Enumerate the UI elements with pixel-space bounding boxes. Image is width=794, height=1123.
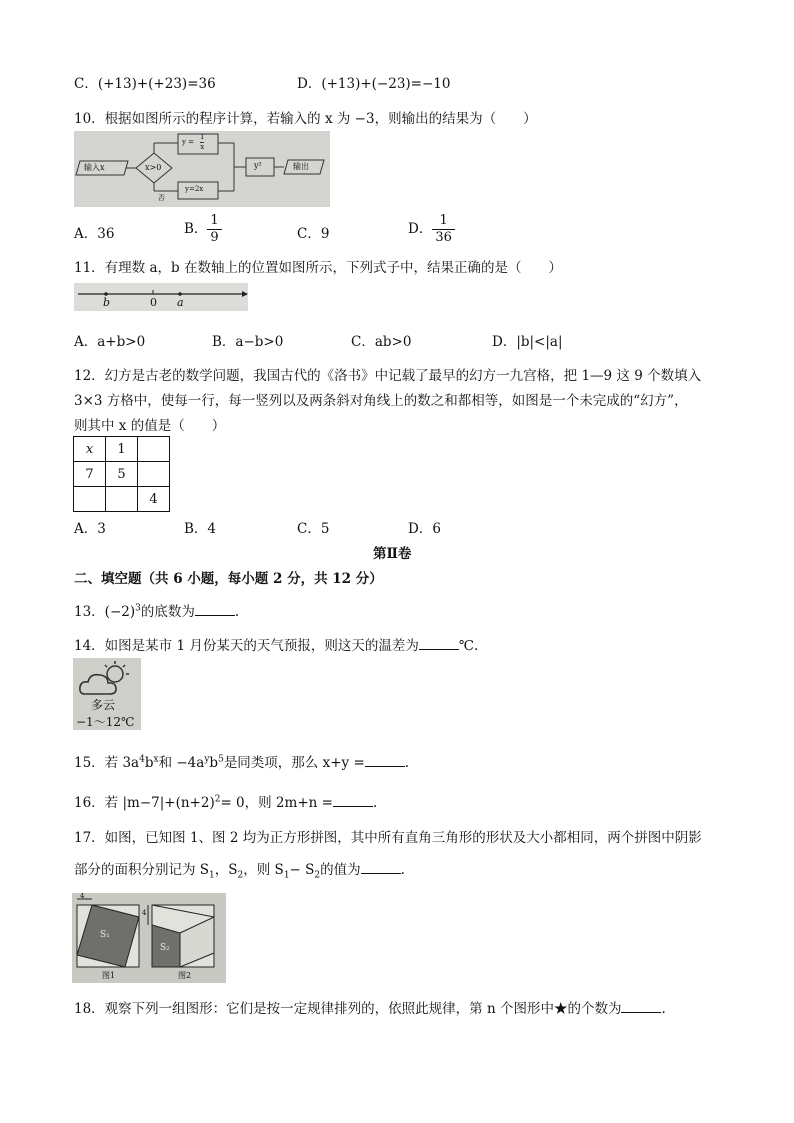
q17-blank	[361, 861, 401, 874]
s1-label: S₁	[100, 930, 110, 940]
flow-output-label: 输出	[293, 162, 309, 171]
q12-option-a: A．3	[74, 521, 106, 537]
q15-exp4: 5	[218, 754, 224, 765]
flow-top-fraction	[200, 133, 204, 152]
q17-text-a: 部分的面积分别记为 S	[74, 862, 210, 878]
q11-option-d: D．|b|<|a|	[492, 334, 563, 350]
q10-option-b-fraction	[207, 213, 221, 246]
magic-cell	[74, 487, 106, 512]
flow-input-label: 输入x	[84, 163, 105, 172]
q15-b1: b	[144, 755, 154, 771]
q15-exp2: x	[153, 754, 159, 765]
q13-base: 13．(−2)	[74, 604, 136, 620]
flow-top-num: 1	[200, 133, 205, 141]
weather-card	[73, 658, 141, 730]
q9-option-c: C．(+13)+(+23)=36	[74, 76, 216, 92]
q12-option-d: D．6	[408, 521, 441, 537]
magic-row	[74, 437, 170, 462]
flow-top-prefix: y =	[182, 138, 195, 146]
fig1-label: 图1	[102, 971, 116, 980]
q16-end: .	[372, 795, 378, 811]
q17-end: .	[400, 862, 405, 878]
q10-option-c: C．9	[297, 226, 330, 242]
q16-expression: 16．若 |m−7|+(n+2)	[74, 795, 215, 811]
q15-mid: 和 −4a	[158, 755, 205, 771]
q17-sub-2b: 2	[314, 870, 321, 881]
magic-cell: 1	[106, 437, 138, 462]
q10-option-b-den: 9	[207, 229, 221, 246]
fig2-dim-label: 4	[142, 909, 147, 917]
magic-cell: 5	[106, 462, 138, 487]
q18-blank	[621, 1000, 661, 1013]
magic-square	[73, 436, 170, 512]
magic-cell	[138, 437, 170, 462]
q18-end: .	[661, 1001, 666, 1017]
q10-option-a: A．36	[74, 226, 115, 242]
q10-option-d-fraction	[432, 213, 455, 246]
q11-option-c: C．ab>0	[351, 334, 412, 350]
q11-option-b: B．a−b>0	[212, 334, 284, 350]
magic-cell	[138, 462, 170, 487]
q10-option-d-prefix: D．	[408, 221, 433, 237]
q14-unit: ℃.	[458, 638, 479, 654]
q15-term1: 15．若 3a	[74, 755, 140, 771]
q10-option-d	[408, 213, 455, 246]
q11-option-a: A．a+b>0	[74, 334, 146, 350]
q16	[74, 791, 377, 811]
q14-blank	[419, 637, 459, 650]
q16-blank	[333, 794, 373, 807]
axis-label-b: b	[103, 296, 111, 309]
q10-option-b	[184, 213, 222, 246]
magic-cell: x	[74, 437, 106, 462]
section-heading: 二、填空题（共 6 小题，每小题 2 分，共 12 分）	[74, 571, 383, 587]
axis-label-zero: 0	[150, 296, 157, 309]
q10-option-b-num: 1	[210, 213, 219, 228]
q11-number-line	[74, 283, 248, 311]
q17-line-2	[74, 858, 405, 881]
magic-row	[74, 487, 170, 512]
flow-bottom-box: y=2x	[185, 185, 204, 193]
flow-square-box: y²	[254, 161, 262, 170]
q17-line-1: 17．如图，已知图 1、图 2 均为正方形拼图，其中所有直角三角形的形状及大小都相同，两个拼图中阴影	[74, 830, 702, 846]
q15-end: .	[404, 755, 410, 771]
q12-line-2: 3×3 方格中，使每一行，每一竖列以及两条斜对角线上的数之和都相等，如图是一个未完成的“幻方”，	[74, 393, 688, 409]
q17-text-c: ，则 S	[243, 862, 284, 878]
q15-exp3: y	[204, 754, 210, 765]
q10-option-b-prefix: B．	[184, 221, 208, 237]
q15	[74, 751, 409, 771]
s2-label: S₂	[160, 943, 170, 953]
q16-post: = 0，则 2m+n =	[220, 795, 333, 811]
q13-blank	[195, 603, 235, 616]
q17-text-b: ，S	[214, 862, 238, 878]
q15-b2: b	[209, 755, 219, 771]
magic-row	[74, 462, 170, 487]
q10-option-d-den: 36	[432, 229, 455, 246]
q17-text-d: − S	[289, 862, 315, 878]
q17-sub-2: 2	[237, 870, 244, 881]
q15-post: 是同类项，那么 x+y =	[223, 755, 365, 771]
q12-line-3: 则其中 x 的值是（ ）	[74, 418, 226, 434]
q10-option-d-num: 1	[439, 213, 448, 228]
q10-flowchart	[74, 131, 330, 207]
q12-option-b: B．4	[184, 521, 217, 537]
magic-cell: 4	[138, 487, 170, 512]
q12-option-c: C．5	[297, 521, 330, 537]
q15-blank	[365, 754, 405, 767]
q11-stem: 11．有理数 a，b 在数轴上的位置如图所示，下列式子中，结果正确的是（ ）	[74, 260, 562, 276]
magic-cell: 7	[74, 462, 106, 487]
q13	[74, 600, 239, 620]
volume-title: 第Ⅱ卷	[373, 546, 412, 562]
fig1-dim-label: 4	[80, 893, 85, 900]
q14	[74, 634, 478, 654]
q10-stem: 10．根据如图所示的程序计算，若输入的 x 为 −3，则输出的结果为（ ）	[74, 111, 537, 127]
weather-temp: −1～12℃	[76, 715, 135, 729]
q9-option-d: D．(+13)+(−23)=−10	[297, 76, 451, 92]
flow-top-den: x	[200, 143, 205, 151]
q17-sub-1: 1	[209, 870, 215, 881]
axis-label-a: a	[177, 296, 184, 309]
q17-figures	[72, 893, 226, 983]
q18-stem: 18．观察下列一组图形：它们是按一定规律排列的，依照此规律，第 n 个图形中★的个数为	[74, 1001, 622, 1017]
q16-exponent: 2	[214, 794, 221, 805]
q12-line-1: 12．幻方是古老的数学问题，我国古代的《洛书》中记载了最早的幻方一九宫格，把 1—9 这 9 个数填入	[74, 368, 702, 384]
fig2-label: 图2	[178, 971, 192, 980]
q17-text-e: 的值为	[320, 862, 361, 878]
flow-condition-label: x>0	[145, 163, 162, 172]
q17-sub-1b: 1	[283, 870, 290, 881]
flow-no-label: 否	[158, 194, 165, 202]
q13-text: 的底数为	[140, 604, 195, 620]
weather-text: 多云	[91, 698, 116, 712]
magic-cell	[106, 487, 138, 512]
q13-end: .	[234, 604, 240, 620]
q14-stem: 14．如图是某市 1 月份某天的天气预报，则这天的温差为	[74, 638, 419, 654]
q18	[74, 997, 666, 1017]
q15-exp1: 4	[139, 754, 145, 765]
q13-exponent: 3	[135, 603, 141, 614]
